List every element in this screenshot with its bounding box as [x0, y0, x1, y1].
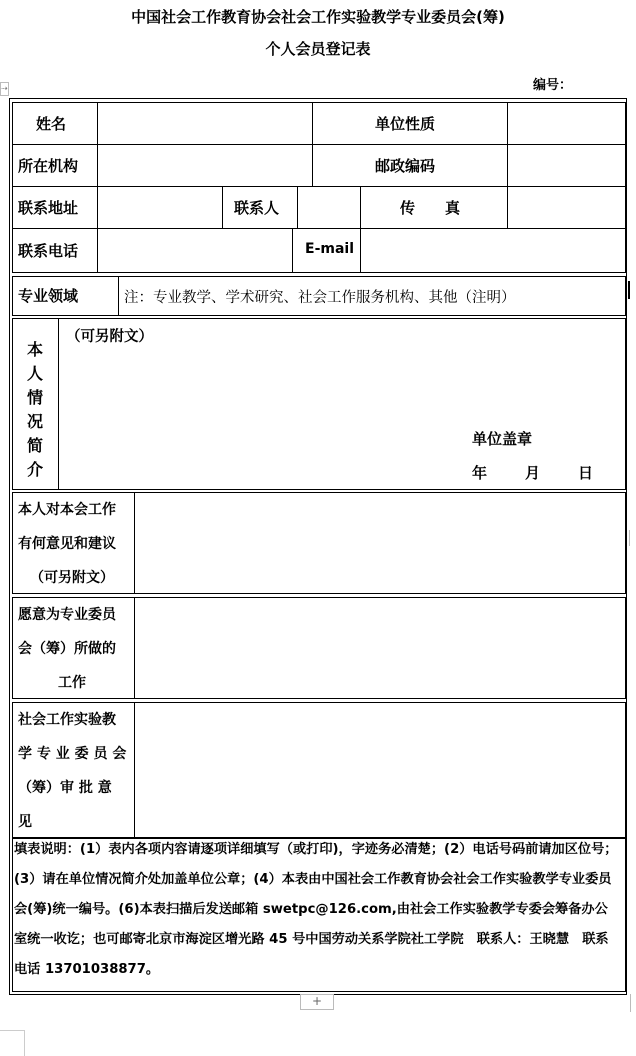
phone-label: 联系电话 — [18, 242, 79, 260]
address-label: 联系地址 — [18, 199, 79, 217]
fax-input[interactable] — [509, 188, 624, 227]
unit-type-input[interactable] — [509, 104, 624, 143]
scroll-edge-marker-bottom — [630, 994, 636, 1012]
approval-label-line4: 见 — [18, 814, 32, 830]
date-year-label: 年 — [472, 464, 488, 482]
form-subtitle: 个人会员登记表 — [265, 40, 371, 58]
opinion-label-line2: 有何意见和建议 — [18, 536, 116, 552]
approval-input[interactable] — [136, 704, 624, 836]
field-label: 专业领域 — [18, 287, 79, 305]
opinion-input[interactable] — [136, 494, 624, 592]
willing-label-line3: 工作 — [58, 675, 86, 691]
profile-hint: （可另附文） — [66, 329, 153, 345]
opinion-label-line3: （可另附文） — [30, 570, 114, 586]
address-input[interactable] — [99, 188, 221, 227]
form-title: 中国社会工作教育协会社会工作实验教学专业委员会(筹) — [131, 8, 505, 26]
date-month-label: 月 — [525, 464, 541, 482]
fax-label: 传 真 — [400, 199, 461, 217]
unit-type-label: 单位性质 — [375, 115, 436, 133]
seal-label: 单位盖章 — [472, 430, 533, 448]
approval-label-line1: 社会工作实验教 — [18, 712, 116, 728]
contact-person-label: 联系人 — [234, 199, 280, 217]
email-input[interactable] — [362, 230, 624, 271]
scroll-edge-marker — [629, 530, 636, 546]
page-corner-mark — [24, 1030, 25, 1056]
opinion-label-line1: 本人对本会工作 — [18, 502, 116, 518]
institution-input[interactable] — [99, 146, 310, 185]
name-input[interactable] — [99, 104, 310, 143]
profile-input[interactable] — [60, 350, 460, 480]
page-corner-mark-h — [0, 1030, 24, 1031]
profile-label: 本 人 情 况 简 介 — [26, 340, 43, 479]
serial-number-label: 编号： — [533, 78, 573, 93]
willing-label-line2: 会（筹）所做的 — [18, 641, 116, 657]
field-note[interactable]: 注：专业教学、学术研究、社会工作服务机构、其他（注明） — [124, 290, 516, 306]
willing-label-line1: 愿意为专业委员 — [18, 607, 116, 623]
institution-label: 所在机构 — [18, 157, 79, 175]
postcode-label: 邮政编码 — [375, 157, 436, 175]
date-day-label: 日 — [578, 464, 594, 482]
name-label: 姓名 — [36, 115, 67, 133]
email-label: E-mail — [305, 241, 355, 257]
approval-label-line2: 学 专 业 委 员 会 — [18, 746, 127, 762]
approval-label-line3: （筹）审 批 意 — [18, 780, 112, 796]
contact-person-input[interactable] — [299, 188, 359, 227]
willing-input[interactable] — [136, 599, 624, 697]
phone-input[interactable] — [99, 230, 291, 271]
filling-instructions: 填表说明：(1）表内各项内容请逐项详细填写（或打印)，字迹务必清楚；(2）电话号码前请加区位号；(3）请在单位情况简介处加盖单位公章；(4）本表由中国社会工作教育协会社会工作实验教学专业委员会(筹)统一编号。(6)本表扫描后发送邮箱 swetpc@126.com,由社会工作实验教学专委会筹备办公室统一收讫；也可邮寄北京市海淀区增光路 45 号中国劳动关系学院社工学院 联系人：王晓慧 联系电话 13701038877。 — [14, 842, 618, 977]
postcode-input[interactable] — [509, 146, 624, 185]
table-move-handle-icon[interactable]: ⇢ — [0, 82, 9, 96]
add-row-button[interactable]: + — [300, 994, 334, 1010]
